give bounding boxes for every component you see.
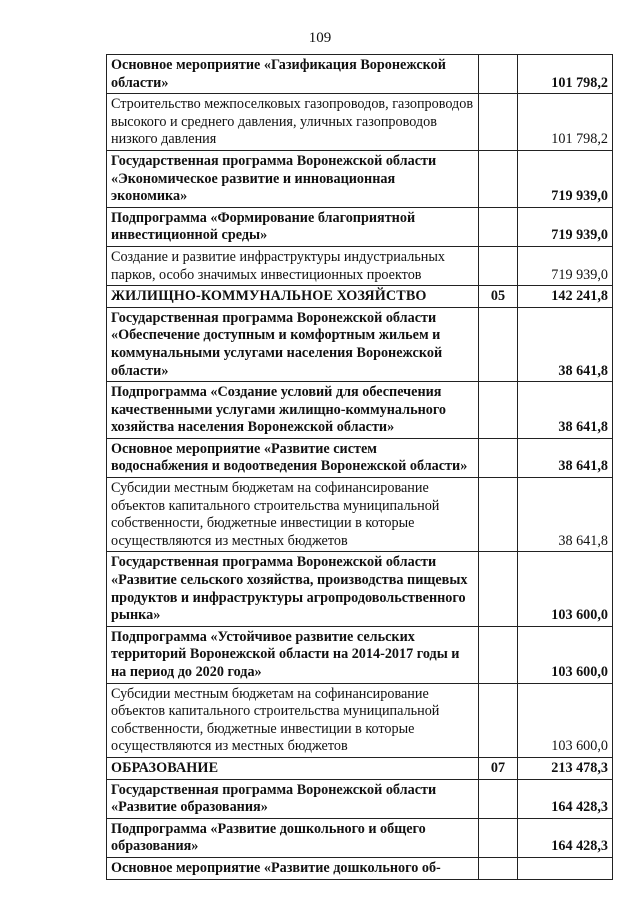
row-value: 164 428,3 (518, 818, 613, 857)
section-row (107, 757, 613, 779)
budget-table (106, 54, 613, 880)
page-number: 109 (308, 30, 332, 46)
row-value: 38 641,8 (518, 307, 613, 381)
table-row (107, 438, 613, 477)
row-code: 07 (479, 757, 518, 779)
row-value: 38 641,8 (518, 478, 613, 552)
row-name: Создание и развитие инфраструктуры индустриальных парков, особо значимых инвестиционных проектов (107, 246, 479, 285)
row-name: Основное мероприятие «Развитие систем водоснабжения и водоотведения Воронежской области» (107, 438, 479, 477)
row-value: 213 478,3 (518, 757, 613, 779)
row-name: Подпрограмма «Формирование благоприятной инвестиционной среды» (107, 207, 479, 246)
budget-table-body (107, 55, 613, 880)
section-row (107, 286, 613, 308)
row-value: 164 428,3 (518, 779, 613, 818)
row-name: Основное мероприятие «Газификация Воронежской области» (107, 55, 479, 94)
row-code (479, 55, 518, 94)
row-value: 38 641,8 (518, 438, 613, 477)
table-row (107, 382, 613, 439)
table-row (107, 779, 613, 818)
row-code (479, 246, 518, 285)
row-name: Строительство межпоселковых газопроводов, газопроводов высокого и среднего давления, уличных газопроводов низкого давления (107, 94, 479, 151)
row-value: 103 600,0 (518, 552, 613, 626)
row-name: Субсидии местным бюджетам на софинансирование объектов капитального строительства муниципальной собственности, бюджетные инвестиции в которые осуществляются из местных бюджетов (107, 683, 479, 757)
row-value: 101 798,2 (518, 55, 613, 94)
row-code (479, 478, 518, 552)
row-code (479, 818, 518, 857)
table-row (107, 478, 613, 552)
row-code: 05 (479, 286, 518, 308)
row-value: 719 939,0 (518, 246, 613, 285)
row-name: Государственная программа Воронежской области «Обеспечение доступным и комфортным жильем и коммунальными услугами населения Воронежской области» (107, 307, 479, 381)
table-row (107, 307, 613, 381)
row-code (479, 552, 518, 626)
row-name: Государственная программа Воронежской области «Развитие сельского хозяйства, производства пищевых продуктов и инфраструктуры агропродовольственного рынка» (107, 552, 479, 626)
row-name: Подпрограмма «Развитие дошкольного и общего образования» (107, 818, 479, 857)
row-code (479, 207, 518, 246)
row-name: ЖИЛИЩНО-КОММУНАЛЬНОЕ ХОЗЯЙСТВО (107, 286, 479, 308)
row-name: Подпрограмма «Устойчивое развитие сельских территорий Воронежской области на 2014-2017 годы и на период до 2020 года» (107, 626, 479, 683)
row-code (479, 307, 518, 381)
row-code (479, 94, 518, 151)
table-row (107, 818, 613, 857)
row-code (479, 683, 518, 757)
table-row (107, 150, 613, 207)
row-value: 103 600,0 (518, 683, 613, 757)
row-name: ОБРАЗОВАНИЕ (107, 757, 479, 779)
table-row (107, 207, 613, 246)
table-row (107, 626, 613, 683)
row-code (479, 150, 518, 207)
row-code (479, 857, 518, 879)
table-row (107, 246, 613, 285)
table-row (107, 55, 613, 94)
row-name: Субсидии местным бюджетам на софинансирование объектов капитального строительства муниципальной собственности, бюджетные инвестиции в которые осуществляются из местных бюджетов (107, 478, 479, 552)
row-code (479, 626, 518, 683)
table-row (107, 552, 613, 626)
row-value: 142 241,8 (518, 286, 613, 308)
row-value: 101 798,2 (518, 94, 613, 151)
row-value: 719 939,0 (518, 150, 613, 207)
row-value: 719 939,0 (518, 207, 613, 246)
row-name: Подпрограмма «Создание условий для обеспечения качественными услугами жилищно-коммунального хозяйства населения Воронежской области» (107, 382, 479, 439)
row-code (479, 438, 518, 477)
row-name: Основное мероприятие «Развитие дошкольного об- (107, 857, 479, 879)
table-row (107, 94, 613, 151)
table-row (107, 857, 613, 879)
row-value: 103 600,0 (518, 626, 613, 683)
row-value: 38 641,8 (518, 382, 613, 439)
row-name: Государственная программа Воронежской области «Экономическое развитие и инновационная экономика» (107, 150, 479, 207)
row-value (518, 857, 613, 879)
table-row (107, 683, 613, 757)
row-code (479, 382, 518, 439)
row-code (479, 779, 518, 818)
row-name: Государственная программа Воронежской области «Развитие образования» (107, 779, 479, 818)
